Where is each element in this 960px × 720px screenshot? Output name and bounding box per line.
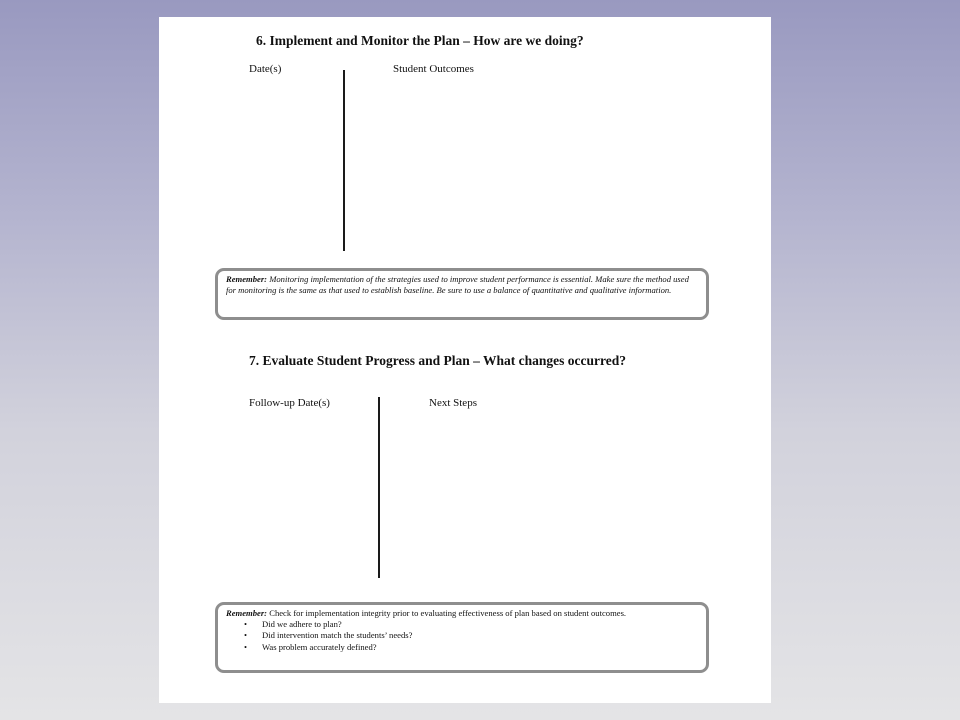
remember-text: Monitoring implementation of the strategies used to improve student performance is essential. Make sure the method used for monitoring is the same as that used to establish baseline. Be sure to use a balance of quantitative and qualitative information.: [226, 274, 689, 296]
section-7-divider-line: [378, 397, 380, 578]
remember-lead: Remember:: [226, 274, 268, 284]
document-page: [159, 17, 771, 703]
follow-up-dates-column-label: Follow-up Date(s): [249, 397, 330, 409]
section-6-heading: 6. Implement and Monitor the Plan – How are we doing?: [256, 33, 584, 48]
checklist-item: • Did intervention match the students’ needs?: [244, 630, 413, 641]
next-steps-column-label: Next Steps: [429, 397, 477, 409]
bullet-icon: •: [244, 641, 248, 652]
remember-lead: Remember:: [226, 608, 268, 618]
section-7-remember-box: [215, 602, 709, 673]
checklist-item: • Was problem accurately defined?: [244, 641, 377, 652]
checklist: [226, 619, 698, 653]
section-6-remember-box: [215, 268, 709, 320]
bullet-icon: •: [244, 619, 248, 630]
dates-column-label: Date(s): [249, 63, 282, 75]
section-7-heading: 7. Evaluate Student Progress and Plan – What changes occurred?: [249, 353, 627, 368]
remember-intro: [226, 608, 698, 619]
checklist-item: • Did we adhere to plan?: [244, 619, 342, 630]
bullet-icon: •: [244, 630, 248, 641]
remember-text: Check for implementation integrity prior to evaluating effectiveness of plan based on student outcomes.: [267, 608, 627, 618]
student-outcomes-column-label: Student Outcomes: [393, 63, 474, 75]
section-6-divider-line: [343, 70, 345, 251]
